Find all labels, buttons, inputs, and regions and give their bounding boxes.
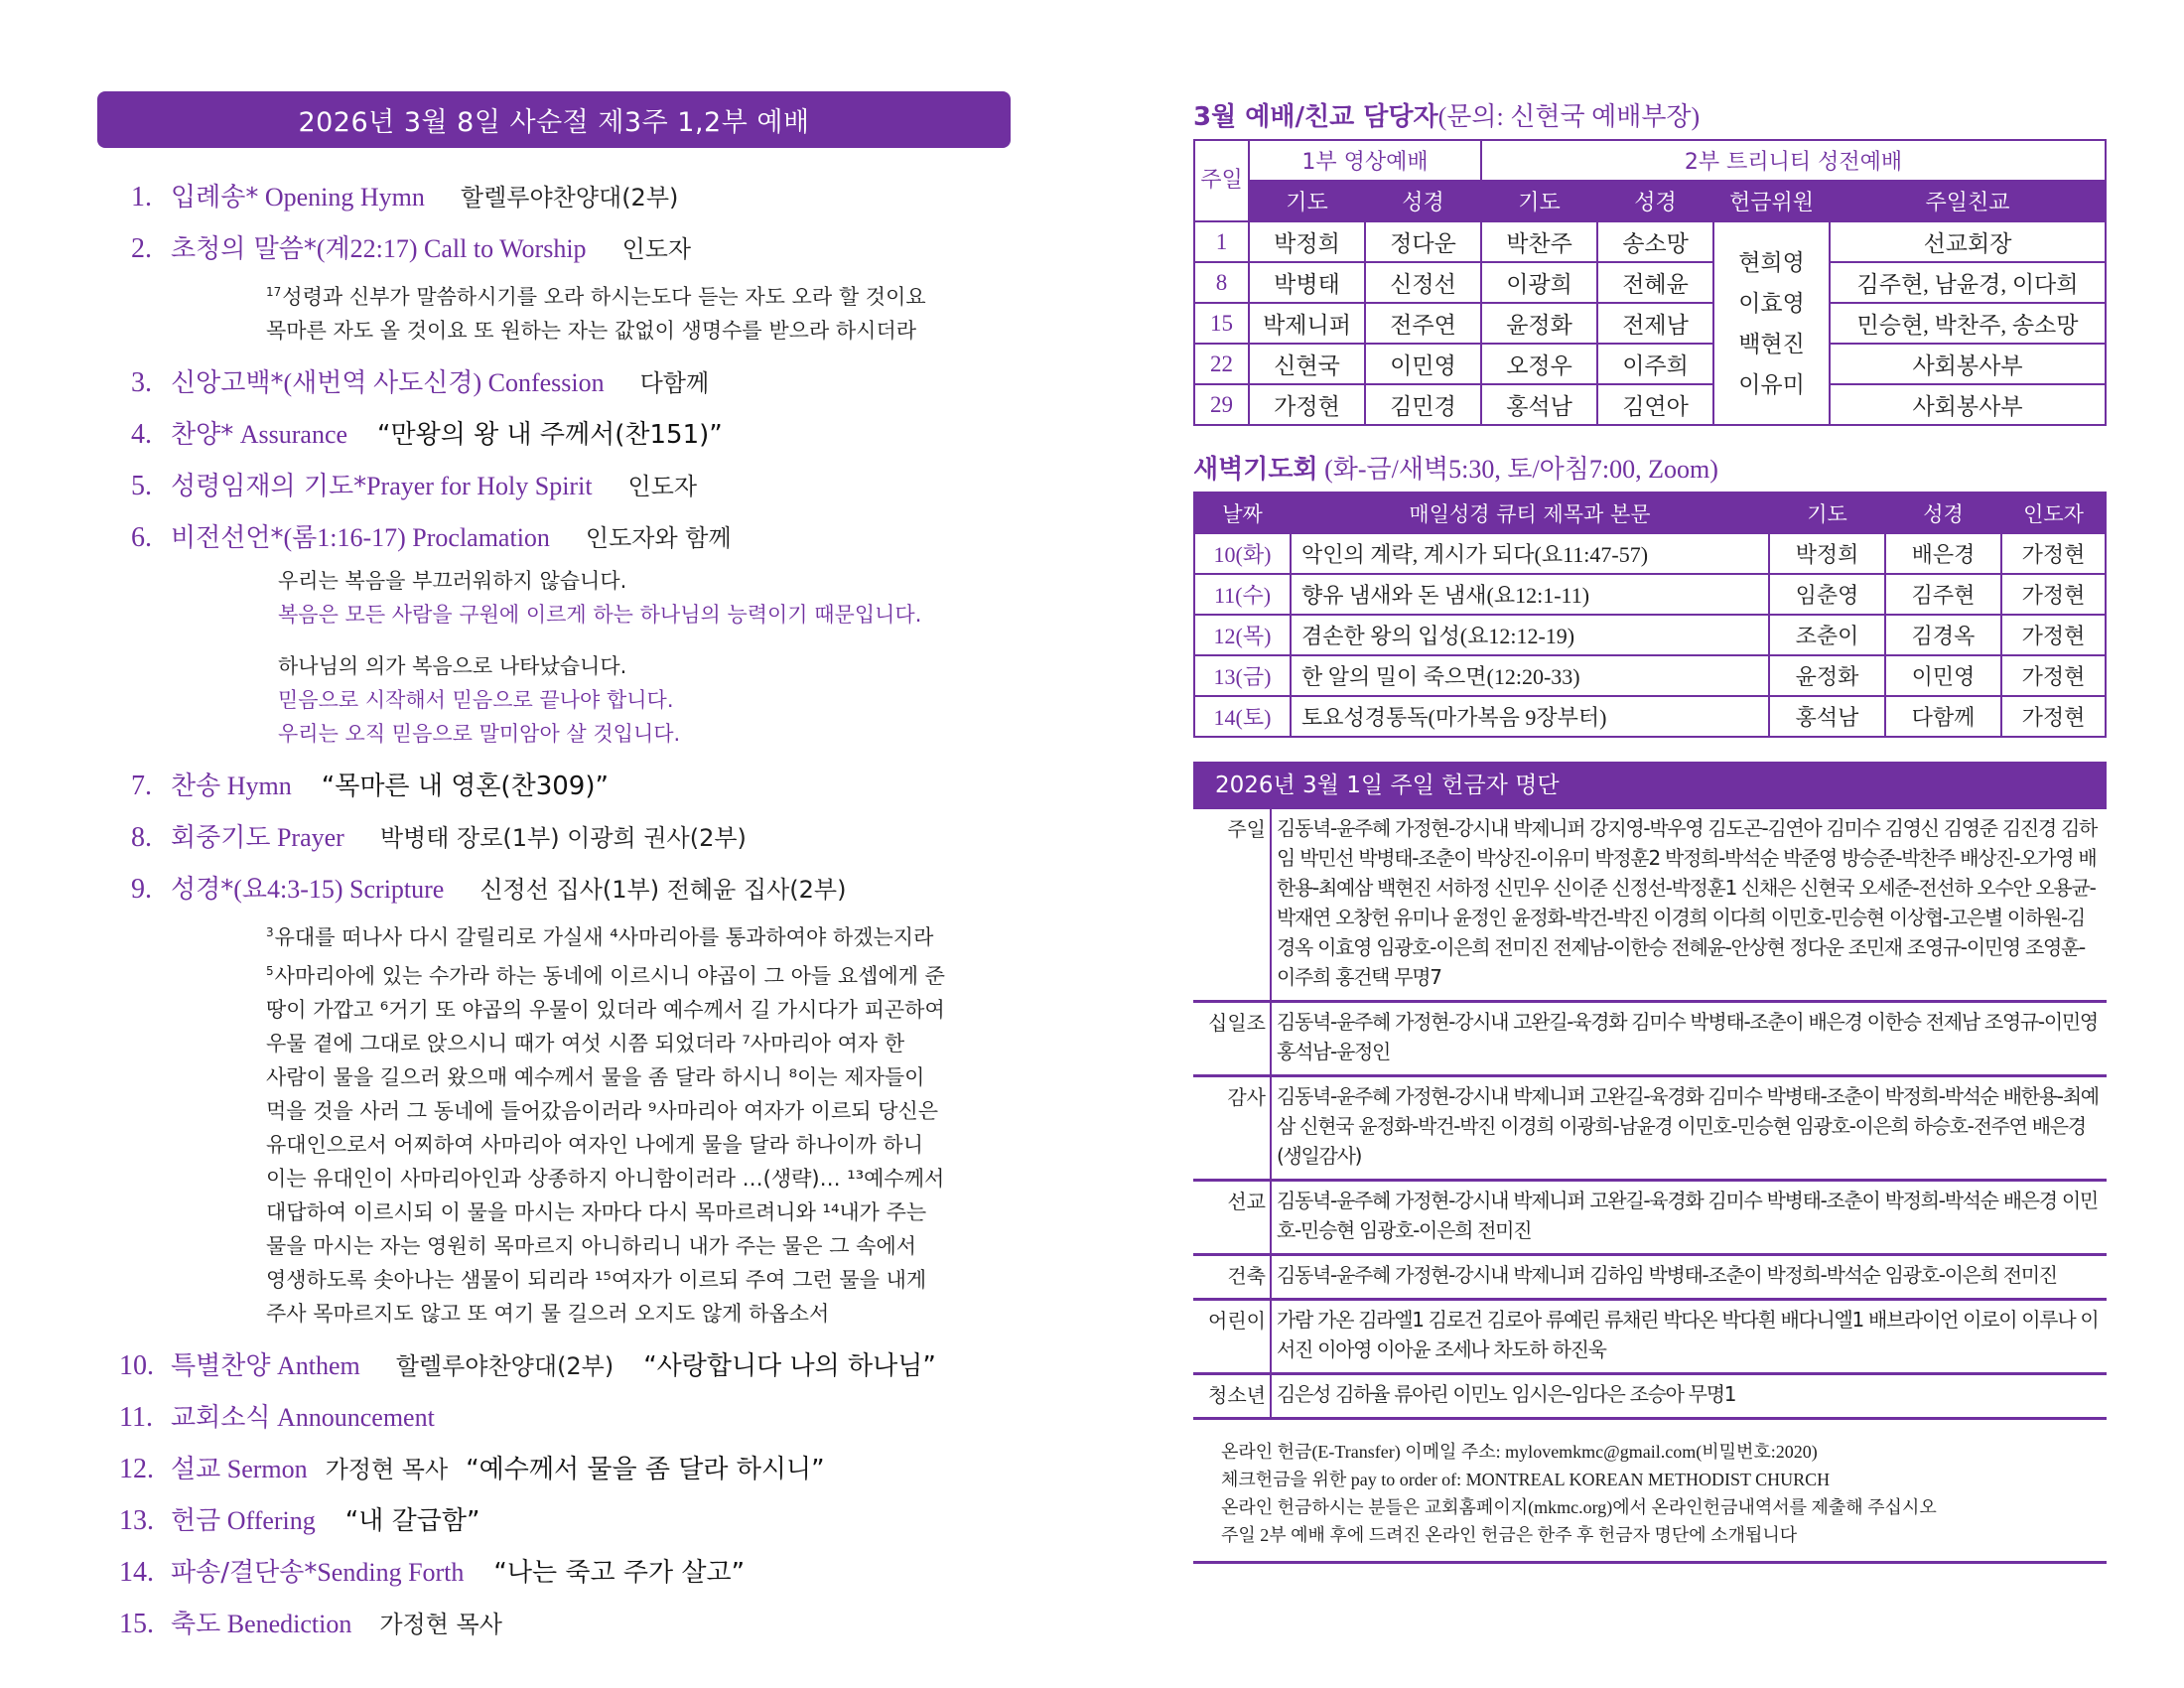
verse-line: 먹을 것을 사러 그 동네에 들어갔음이러라 ⁹사마리아 여자가 이르되 당신은 [266, 1099, 939, 1123]
order-of-worship-panel [97, 91, 1011, 1650]
item-title-en: (계22:17) Call to Worship [316, 234, 587, 263]
donor-list-title: 2026년 3월 1일 주일 헌금자 명단 [1193, 762, 2107, 809]
proclamation-line: 우리는 복음을 부끄러워하지 않습니다. [278, 569, 627, 593]
item-title-en: (요4:3-15) Scripture [233, 875, 445, 904]
donor-category: 감사 [1193, 1077, 1272, 1179]
item-number: 9. [131, 874, 152, 905]
offering-hymn: “내 갈급함” [344, 1506, 480, 1536]
item-number: 14. [119, 1557, 154, 1588]
item-number: 2. [131, 233, 152, 264]
order-item-benediction [97, 1599, 1011, 1650]
proclamation-line: 우리는 오직 믿음으로 말미암아 살 것입니다. [278, 722, 681, 746]
item-title-ko: 교회소식 [171, 1403, 271, 1433]
verse-line: 이는 유대인이 사마리아인과 상종하지 아니함이러라 …(생략)… ¹³예수께서 [266, 1167, 945, 1191]
item-title-en: Anthem [270, 1351, 360, 1380]
proclamation-line: 하나님의 의가 복음으로 나타났습니다. [278, 654, 627, 678]
sermon-title: “예수께서 물을 좀 달라 하시니” [466, 1455, 825, 1484]
duty-roster-title: 3월 예배/친교 담당자(문의: 신현국 예배부장) [1193, 102, 1701, 132]
donor-category: 선교 [1193, 1182, 1272, 1253]
item-number: 10. [119, 1350, 154, 1381]
order-item-prayer-holy-spirit [97, 461, 1011, 512]
verse-line: 주사 목마르지도 않고 또 여기 물 길으러 오지도 않게 하옵소서 [266, 1302, 830, 1326]
donor-list [1193, 809, 2107, 1420]
item-number: 13. [119, 1505, 154, 1536]
donor-names: 김동녁-윤주혜 가정현-강시내 박제니퍼 고완길-육경화 김미수 박병태-조춘이 박정희-박석순 배은경 이민호-민승현 임광호-이은희 전미진 [1277, 1189, 2098, 1242]
order-item-sermon [97, 1444, 1011, 1495]
proclamation-text [97, 564, 1011, 751]
proclamation-line: 복음은 모든 사람을 구원에 이르게 하는 하나님의 능력이기 때문입니다. [278, 603, 922, 627]
col-header: 인도자 [2001, 492, 2106, 533]
item-title-ko: 찬송 [171, 772, 221, 801]
item-leader: 인도자 [627, 473, 698, 500]
donor-row-children [1193, 1298, 2107, 1372]
col-header: 주일친교 [1830, 181, 2106, 221]
item-title-ko: 성령임재의 기도* [171, 472, 367, 501]
table-row: 12(목) 겸손한 왕의 입성(요12:12-19) 조춘이 김경옥 가정현 [1194, 615, 2106, 655]
table-row: 13(금) 한 알의 밀이 죽으면(12:20-33) 윤정화 이민영 가정현 [1194, 655, 2106, 696]
note-line: 주일 2부 예배 후에 드려진 온라인 헌금은 한주 후 헌금자 명단에 소개됩니다 [1221, 1525, 1798, 1545]
dawn-prayer-title: 새벽기도회 (화-금/새벽5:30, 토/아침7:00, Zoom) [1193, 455, 1718, 485]
hymn-title: “목마른 내 영혼(찬309)” [321, 772, 609, 801]
item-title-en: Sermon [220, 1455, 308, 1483]
donor-names: 김동녁-윤주혜 가정현-강시내 박제니퍼 고완길-육경화 김미수 박병태-조춘이 박정희-박석순 배한용-최예삼 신현국 윤정화-박건-박진 이경희 이광희-남윤경 이민호-민승현 임광호-이은희 하승호-전주연 배은경(생일감사) [1277, 1084, 2099, 1168]
item-title-en: Announcement [270, 1403, 435, 1432]
donor-row-building [1193, 1253, 2107, 1298]
item-leader: 신정선 집사(1부) 전혜윤 집사(2부) [479, 876, 847, 904]
col-header: 매일성경 큐티 제목과 본문 [1291, 492, 1769, 533]
item-title-ko: 초청의 말씀* [171, 234, 317, 264]
verse-line: $^3$유대를 떠나사 다시 갈릴리로 가실새 ⁴사마리아를 통과하여야 하겠는지라 [266, 925, 934, 949]
order-item-scripture [97, 864, 1011, 1331]
item-title-en: Prayer for Holy Spirit [366, 472, 593, 500]
dawn-prayer-table [1193, 492, 2107, 738]
note-line: 온라인 헌금하시는 분들은 교회홈페이지(mkmc.org)에서 온라인헌금내역서를 제출해 주십시오 [1221, 1497, 1937, 1517]
duty-roster-table [1193, 139, 2107, 426]
col-header: 기도 [1769, 492, 1885, 533]
week-column-header: 주일 [1194, 140, 1249, 221]
donor-names: 김동녁-윤주혜 가정현-강시내 고완길-육경화 김미수 박병태-조춘이 배은경 이한승 전제남 조영규-이민영 홍석남-윤정인 [1277, 1010, 2098, 1063]
donor-category: 주일 [1193, 809, 1272, 1000]
item-leader: 할렐루야찬양대(2부) [460, 184, 679, 211]
col-header: 성경 [1597, 181, 1713, 221]
col-header: 기도 [1481, 181, 1597, 221]
verse-line: 땅이 가깝고 ⁶거기 또 야곱의 우물이 있더라 예수께서 길 가시다가 피곤하여 [266, 998, 945, 1022]
proclamation-line: 믿음으로 시작해서 믿음으로 끝나야 합니다. [278, 688, 674, 712]
item-number: 12. [119, 1454, 154, 1484]
anthem-title: “사랑합니다 나의 하나님” [643, 1351, 936, 1381]
order-item-confession [97, 357, 1011, 409]
item-leader: 인도자 [621, 235, 692, 263]
table-row: 8 박병태 신정선 이광희 전혜윤 김주현, 남윤경, 이다희 [1194, 262, 2106, 303]
item-title-en: (새번역 사도신경) Confession [283, 368, 605, 397]
verse-line: $^{17}$성령과 신부가 말씀하시기를 오라 하시는도다 듣는 자도 오라 할 것이요 [266, 285, 926, 309]
item-number: 11. [119, 1402, 153, 1433]
item-number: 5. [131, 471, 152, 501]
table-row: 14(토) 토요성경통독(마가복음 9장부터) 홍석남 다함께 가정현 [1194, 696, 2106, 737]
item-title-ko: 성경* [171, 875, 234, 905]
item-title-en: Hymn [220, 772, 292, 800]
order-item-prayer [97, 812, 1011, 864]
item-title-en: Assurance [233, 420, 348, 449]
order-item-assurance [97, 409, 1011, 461]
item-number: 8. [131, 822, 152, 853]
item-title-en: (롬1:16-17) Proclamation [283, 523, 550, 552]
table-row: 10(화) 악인의 계략, 계시가 되다(요11:47-57) 박정희 배은경 가정현 [1194, 533, 2106, 574]
item-number: 6. [131, 522, 152, 553]
item-title-en: Prayer [270, 823, 344, 852]
verse-line: 우물 곁에 그대로 앉으시니 때가 여섯 시쯤 되었더라 ⁷사마리아 여자 한 [266, 1032, 905, 1055]
donor-row-thanksgiving [1193, 1074, 2107, 1179]
item-title-ko: 축도 [171, 1610, 221, 1639]
item-title-en: Sending Forth [317, 1558, 465, 1587]
order-of-worship-list [97, 172, 1011, 1650]
item-number: 7. [131, 771, 152, 801]
note-line: 체크헌금을 위한 pay to order of: MONTREAL KOREAN METHODIST CHURCH [1221, 1470, 1831, 1489]
offering-notes [1193, 1432, 2107, 1564]
call-to-worship-verse [97, 275, 1011, 348]
proclamation-gap [278, 632, 1011, 649]
item-number: 15. [119, 1609, 154, 1639]
scripture-text [97, 915, 1011, 1331]
item-title-ko: 신앙고백* [171, 368, 284, 398]
item-title-ko: 회중기도 [171, 823, 271, 853]
donor-names: 김동녁-윤주혜 가정현-강시내 박제니퍼 강지영-박우영 김도곤-김연아 김미수 김영신 김영준 김진경 김하임 박민선 박병태-조춘이 박상진-이유미 박정훈2 박정희-박석순 박준영 방승준-박찬주 배상진-오가영 배한용-최예삼 백현진 서하정 신민우 신이준 신정선-박정훈1 신채은 신현국 오세준-전선하 오수안 오용균-박재연 오창헌 유미나 윤정인 윤정화-박건-박진 이경희 이다희 이민호-민승현 이상협-고은별 이하원-김경옥 이효영 임광호-이은희 전미진 전제남-이한승 전혜윤-안상현 정다운 조민재 조영규-이민영 조영훈-이주희 홍건택 무명7 [1277, 816, 2098, 989]
note-line: 온라인 헌금(E-Transfer) 이메일 주소: mylovemkmc@gmail.com(비밀번호:2020) [1221, 1442, 1818, 1462]
donor-category: 건축 [1193, 1256, 1272, 1298]
col-header: 날짜 [1194, 492, 1291, 533]
verse-line: 물을 마시는 자는 영원히 목마르지 아니하리니 내가 주는 물은 그 속에서 [266, 1234, 917, 1258]
verse-line: 사람이 물을 길으러 왔으매 예수께서 물을 좀 달라 하시니 ⁸이는 제자들이 [266, 1065, 925, 1089]
donor-row-youth [1193, 1372, 2107, 1417]
item-title-ko: 설교 [171, 1455, 221, 1484]
order-item-offering [97, 1495, 1011, 1547]
order-item-opening-hymn [97, 172, 1011, 223]
sending-hymn: “나는 죽고 주가 살고” [493, 1558, 746, 1588]
order-item-proclamation [97, 512, 1011, 751]
col-header: 성경 [1885, 492, 2001, 533]
table-row: 22 신현국 이민영 오정우 이주희 사회봉사부 [1194, 344, 2106, 384]
table-row: 29 가정현 김민경 홍석남 김연아 사회봉사부 [1194, 384, 2106, 425]
item-leader: 인도자와 함께 [585, 524, 732, 552]
item-title-en: Offering [220, 1506, 316, 1535]
verse-line: $^5$사마리아에 있는 수가라 하는 동네에 이르시니 야곱이 그 아들 요셉에게 준 [266, 964, 945, 988]
col-header: 기도 [1249, 181, 1365, 221]
item-leader: 가정현 목사 [325, 1456, 449, 1483]
donor-names: 가람 가온 김라엘1 김로건 김로아 류예린 류채린 박다온 박다흰 배다니엘1 배브라이언 이로이 이루나 이서진 이아영 이아윤 조세나 차도하 하진욱 [1277, 1308, 2099, 1361]
item-number: 4. [131, 419, 152, 450]
item-number: 1. [131, 182, 152, 212]
col-header: 성경 [1365, 181, 1481, 221]
item-leader: 박병태 장로(1부) 이광희 권사(2부) [379, 824, 747, 852]
table-row: 11(수) 향유 냄새와 돈 냄새(요12:1-11) 임춘영 김주현 가정현 [1194, 574, 2106, 615]
item-title-ko: 헌금 [171, 1506, 221, 1536]
group1-header: 1부 영상예배 [1249, 140, 1481, 181]
verse-line: 유대인으로서 어찌하여 사마리아 여자인 나에게 물을 달라 하나이까 하니 [266, 1133, 923, 1157]
order-item-hymn [97, 761, 1011, 812]
donor-category: 어린이 [1193, 1301, 1272, 1372]
item-leader: 가정현 목사 [379, 1611, 502, 1638]
donor-row-sunday [1193, 809, 2107, 1000]
item-leader: 할렐루야찬양대(2부) [395, 1352, 614, 1380]
group2-header: 2부 트리니티 성전예배 [1481, 140, 2106, 181]
verse-line: 대답하여 이르시되 이 물을 마시는 자마다 다시 목마르려니와 ¹⁴내가 주는 [266, 1200, 927, 1224]
item-title-ko: 파송/결단송* [171, 1558, 318, 1588]
donor-names: 김은성 김하율 류아린 이민노 임시은-임다은 조승아 무명1 [1277, 1382, 1736, 1406]
order-item-call-to-worship [97, 223, 1011, 348]
item-title-ko: 입례송* [171, 183, 259, 212]
item-title-ko: 특별찬양 [171, 1351, 271, 1381]
donor-row-mission [1193, 1179, 2107, 1253]
item-leader: 다함께 [639, 369, 710, 397]
item-title-ko: 비전선언* [171, 523, 284, 553]
hymn-title: “만왕의 왕 내 주께서(찬151)” [377, 420, 723, 450]
info-panel [1193, 95, 2107, 1564]
offering-committee-cell: 현희영 이효영 백현진 이유미 [1713, 221, 1830, 425]
service-title-banner: 2026년 3월 8일 사순절 제3주 1,2부 예배 [97, 91, 1011, 148]
item-title-ko: 찬양* [171, 420, 234, 450]
col-header: 헌금위원 [1713, 181, 1830, 221]
donor-category: 십일조 [1193, 1003, 1272, 1074]
donor-row-tithe [1193, 1000, 2107, 1074]
item-title-en: Benediction [220, 1610, 352, 1638]
table-row: 15 박제니퍼 전주연 윤정화 전제남 민승현, 박찬주, 송소망 [1194, 303, 2106, 344]
donor-names: 김동녁-윤주혜 가정현-강시내 박제니퍼 김하임 박병태-조춘이 박정희-박석순 임광호-이은희 전미진 [1277, 1263, 2057, 1287]
order-item-announcement [97, 1392, 1011, 1444]
item-title-en: Opening Hymn [258, 183, 425, 211]
verse-line: 목마른 자도 올 것이요 또 원하는 자는 값없이 생명수를 받으라 하시더라 [266, 319, 917, 343]
donor-category: 청소년 [1193, 1375, 1272, 1417]
order-item-anthem [97, 1340, 1011, 1392]
verse-line: 영생하도록 솟아나는 샘물이 되리라 ¹⁵여자가 이르되 주여 그런 물을 내게 [266, 1268, 927, 1292]
order-item-sending-forth [97, 1547, 1011, 1599]
table-row: 1 박정희 정다운 박찬주 송소망 현희영 이효영 백현진 이유미 선교회장 [1194, 221, 2106, 262]
item-number: 3. [131, 367, 152, 398]
